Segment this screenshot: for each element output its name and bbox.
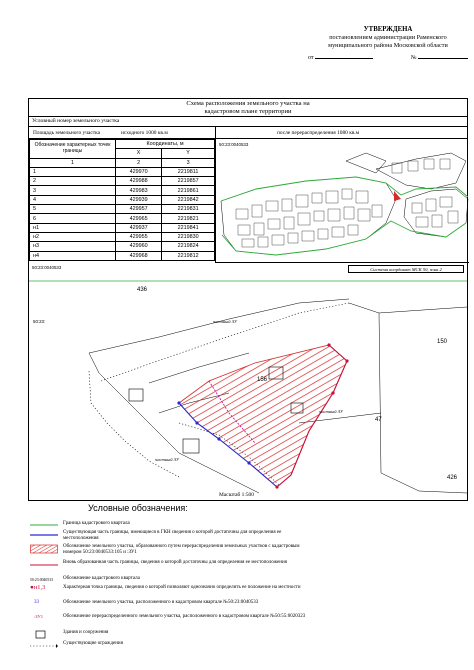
approval-date-blank	[315, 58, 373, 59]
overview-cad-label: 50:23:0040533	[219, 142, 249, 147]
legend-symbol-quarter: 50:23:0040533	[30, 578, 53, 582]
scale-label: Масштаб 1:500	[219, 492, 254, 498]
cell-y: 2219842	[162, 195, 215, 204]
area-label: Площадь земельного участка	[33, 130, 101, 136]
approval-number-blank	[418, 58, 468, 59]
legend-symbol-point	[30, 585, 58, 595]
cell-x: 429960	[116, 242, 162, 251]
fence-icon	[30, 641, 58, 651]
area-after: после перераспределения 1080 кв.м	[277, 130, 360, 136]
cell-p: 3	[30, 186, 116, 195]
label-156: 156	[257, 377, 268, 383]
red-dot-icon: ●	[30, 584, 34, 591]
overview-map-svg	[216, 139, 469, 263]
table-row	[30, 232, 215, 241]
legend-text: Здания и сооружения	[63, 630, 109, 635]
area-initial: исходного 1000 кв.м	[121, 130, 168, 136]
cell-x: 429937	[116, 223, 162, 232]
label-436: 436	[137, 287, 148, 293]
red-line-icon	[30, 560, 58, 570]
main-cad-label: 50:23:0040533	[32, 265, 62, 270]
scheme-frame	[28, 98, 468, 501]
header-y: Y	[162, 149, 215, 158]
cad-number-row	[29, 117, 467, 127]
cell-x: 429988	[116, 177, 162, 186]
overview-map	[215, 139, 469, 263]
legend-text: Граница кадастрового квартала	[63, 521, 130, 526]
label-47: 47	[375, 417, 382, 423]
header-n1: 1	[30, 158, 116, 167]
cell-x: 429965	[116, 214, 162, 223]
coordinates-table	[29, 139, 215, 261]
cell-p: 2	[30, 177, 116, 186]
table-row	[30, 251, 215, 260]
cell-x: 429955	[116, 232, 162, 241]
legend-text: Вновь образованная часть границы, сведения о которой достаточны для определения ее местоположения	[63, 560, 287, 565]
legend-text: Обозначение кадастрового квартала	[63, 576, 140, 581]
approval-number-label: №	[410, 55, 417, 61]
label-private-1: частный ЗУ	[213, 319, 237, 324]
cell-y: 2219861	[162, 186, 215, 195]
cell-p: н1	[30, 223, 116, 232]
legend-text: Обозначение земельного участка, образованного путем перераспределения земельных участков с кадастровым номером 50:23:0040533:105 и :ЗУ1	[63, 544, 300, 555]
main-map-svg	[29, 263, 467, 501]
header-n3: 3	[162, 158, 215, 167]
legend-text: Характерная точка границы, сведения о которой позволяют однозначно определить ее положение на местности	[63, 585, 301, 590]
cell-y: 2219824	[162, 242, 215, 251]
cell-x: 429983	[116, 186, 162, 195]
legend-text: Существующая часть границы, имеющиеся в ГКН сведения о которой достаточны для определения ее местоположения	[63, 530, 282, 541]
table-row	[30, 195, 215, 204]
legend-title: Условные обозначения:	[88, 503, 188, 513]
table-row	[30, 177, 215, 186]
cell-y: 2219811	[162, 167, 215, 176]
approval-date-line	[308, 54, 468, 62]
approval-from-label: от	[308, 55, 314, 61]
cell-x: 429957	[116, 205, 162, 214]
legend-text: Существующие ограждения	[63, 641, 123, 646]
header-x: X	[116, 149, 162, 158]
cell-x: 429939	[116, 195, 162, 204]
table-row	[30, 214, 215, 223]
cell-p: н3	[30, 242, 116, 251]
cell-x: 429968	[116, 251, 162, 260]
table-row	[30, 167, 215, 176]
legend-text: Обозначение перераспределенного земельного участка, расположенного в кадастровом квартале №50:55:0020323	[63, 614, 306, 619]
coord-system-label: Система координат МСК 50, зона 2	[348, 265, 464, 273]
cell-x: 429970	[116, 167, 162, 176]
building-icon	[30, 630, 58, 640]
cell-p: 4	[30, 195, 116, 204]
scheme-title	[29, 99, 467, 117]
legend-symbol-point-text: н1,3	[33, 584, 46, 591]
header-points: Обозначение характерных точек границы	[30, 140, 116, 159]
cad-number-label: Условный номер земельного участка	[32, 118, 120, 124]
scheme-title-line-2: кадастровом плане территории	[204, 108, 292, 115]
cell-p: 6	[30, 214, 116, 223]
approval-line-1: постановлением администрации Раменского	[329, 34, 447, 41]
table-row	[30, 242, 215, 251]
approval-block	[308, 26, 468, 62]
approval-line-2: муниципального района Московской области	[328, 42, 448, 49]
label-150: 150	[437, 339, 448, 345]
cell-p: н2	[30, 232, 116, 241]
area-row	[29, 127, 467, 139]
scheme-title-line-1: Схема расположения земельного участка на	[186, 100, 310, 107]
cell-y: 2219830	[162, 232, 215, 241]
label-426: 426	[447, 475, 458, 481]
table-row	[30, 223, 215, 232]
header-coords: Координаты, м	[116, 140, 215, 149]
main-map	[29, 263, 467, 501]
table-row	[30, 186, 215, 195]
cell-y: 2219857	[162, 177, 215, 186]
hatched-area-icon	[30, 544, 58, 554]
approval-title: УТВЕРЖДЕНА	[363, 26, 413, 33]
blue-line-icon	[30, 530, 58, 540]
table-row	[30, 205, 215, 214]
cell-y: 2219841	[162, 223, 215, 232]
cell-y: 2219812	[162, 251, 215, 260]
cell-y: 2219821	[162, 214, 215, 223]
legend-symbol-parcel: 33	[34, 600, 39, 605]
label-private-2: частный ЗУ	[319, 409, 343, 414]
label-private-3: частный ЗУ	[155, 457, 179, 462]
cell-p: н4	[30, 251, 116, 260]
cell-p: 1	[30, 167, 116, 176]
cell-p: 5	[30, 205, 116, 214]
cell-y: 2219831	[162, 205, 215, 214]
label-prefix: 50:23:	[33, 319, 46, 324]
header-n2: 2	[116, 158, 162, 167]
legend-symbol-redistributed: :ЗУ1	[34, 614, 44, 619]
legend-text: Обозначение земельного участка, расположенного в кадастровом квартале №50:23:0040533	[63, 600, 259, 605]
